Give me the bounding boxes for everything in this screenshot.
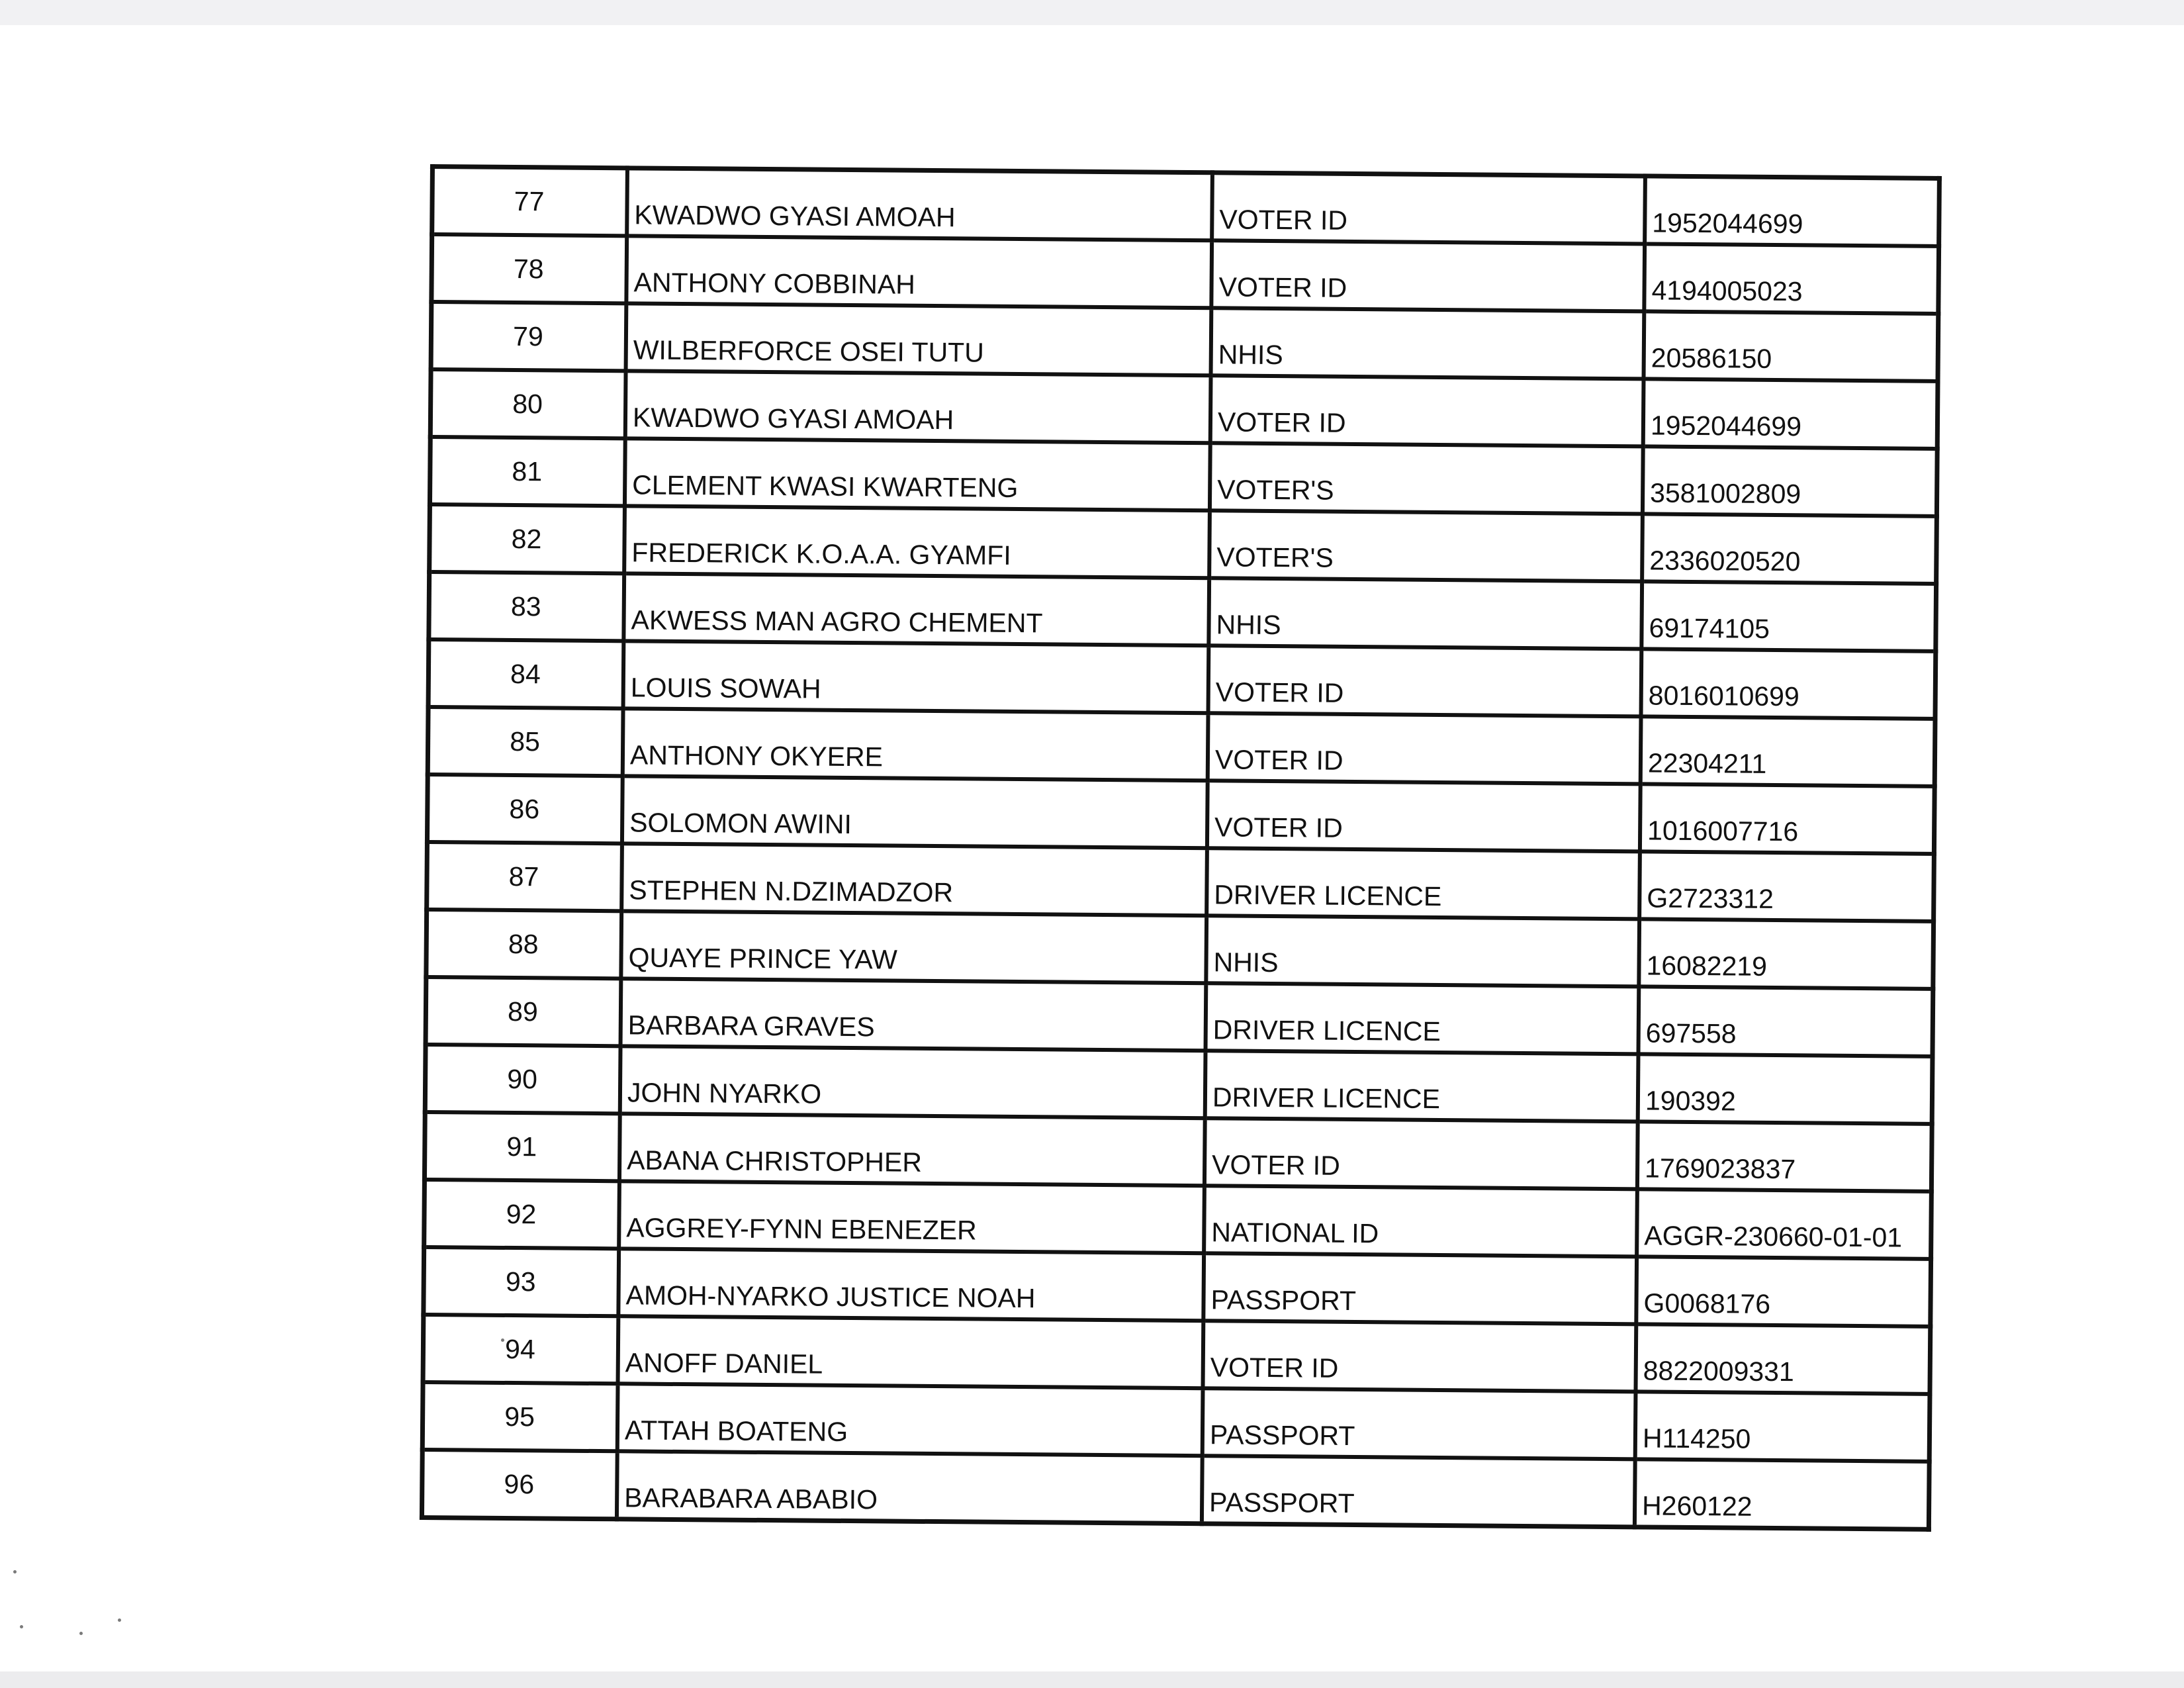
person-name: ANOFF DANIEL (618, 1316, 1204, 1388)
id-type: VOTER ID (1208, 713, 1641, 784)
person-name: FREDERICK K.O.A.A. GYAMFI (624, 506, 1210, 578)
person-name: ANTHONY COBBINAH (626, 236, 1212, 308)
table-row (423, 1315, 1931, 1394)
person-name: AKWESS MAN AGRO CHEMENT (623, 573, 1209, 645)
id-number: H114250 (1635, 1391, 1930, 1461)
id-number: 4194005023 (1644, 244, 1938, 313)
scan-speck (79, 1632, 83, 1635)
row-number: 79 (431, 302, 626, 371)
person-name: KWADWO GYASI AMOAH (627, 168, 1212, 240)
table-row (430, 369, 1938, 449)
id-type: NHIS (1208, 578, 1642, 649)
id-type: NHIS (1211, 308, 1645, 379)
id-type: VOTER ID (1208, 645, 1642, 716)
table-row (430, 504, 1937, 584)
table-row (426, 977, 1933, 1056)
person-name: LOUIS SOWAH (623, 641, 1209, 713)
person-name: STEPHEN N.DZIMADZOR (621, 843, 1207, 915)
row-number: 93 (424, 1247, 619, 1316)
id-type: VOTER'S (1209, 510, 1643, 581)
id-number: 1016007716 (1640, 784, 1934, 853)
row-number: 91 (424, 1112, 619, 1181)
id-type: PASSPORT (1203, 1253, 1637, 1324)
row-number: 95 (422, 1382, 617, 1451)
person-name: CLEMENT KWASI KWARTENG (625, 438, 1210, 510)
row-number: 94 (423, 1315, 618, 1383)
id-number: G2723312 (1639, 851, 1934, 921)
row-number: 96 (422, 1450, 617, 1519)
id-type: VOTER ID (1203, 1321, 1637, 1391)
person-name: QUAYE PRINCE YAW (621, 911, 1206, 983)
id-number: 16082219 (1639, 919, 1933, 988)
id-number: 8822009331 (1635, 1324, 1930, 1393)
table-row (431, 302, 1938, 381)
person-name: WILBERFORCE OSEI TUTU (626, 303, 1212, 375)
id-table-container (420, 164, 1919, 1532)
id-table-body (422, 167, 1939, 1530)
id-number: 1952044699 (1645, 176, 1939, 246)
table-row (432, 234, 1939, 314)
id-type: PASSPORT (1203, 1388, 1636, 1459)
row-number: 87 (427, 842, 622, 911)
id-number: AGGR-230660-01-01 (1637, 1189, 1931, 1258)
person-name: AGGREY-FYNN EBENEZER (619, 1181, 1205, 1253)
person-name: SOLOMON AWINI (622, 776, 1208, 848)
table-row (425, 1045, 1933, 1124)
table-row (428, 707, 1935, 786)
person-name: AMOH-NYARKO JUSTICE NOAH (618, 1248, 1204, 1321)
id-type: PASSPORT (1202, 1456, 1635, 1527)
id-table (420, 164, 1942, 1532)
id-type: NATIONAL ID (1204, 1186, 1637, 1256)
scan-speck (20, 1625, 23, 1628)
id-number: 190392 (1638, 1054, 1933, 1123)
id-number: 20586150 (1644, 311, 1938, 381)
table-row (429, 572, 1936, 651)
row-number: 82 (430, 504, 625, 573)
id-number: 1769023837 (1637, 1121, 1932, 1191)
table-row (427, 774, 1934, 854)
id-number: 2336020520 (1642, 514, 1936, 583)
row-number: 92 (424, 1180, 619, 1248)
id-type: VOTER ID (1211, 240, 1645, 311)
id-type: VOTER'S (1210, 443, 1643, 514)
scan-speck (13, 1570, 17, 1573)
table-row (424, 1180, 1932, 1259)
table-row (422, 1450, 1929, 1529)
id-type: DRIVER LICENCE (1205, 1051, 1639, 1121)
row-number: 77 (432, 167, 627, 236)
table-row (422, 1382, 1930, 1462)
id-number: 8016010699 (1641, 649, 1936, 718)
row-number: 84 (428, 639, 623, 708)
scan-speck (501, 1338, 504, 1342)
person-name: ABANA CHRISTOPHER (619, 1113, 1205, 1186)
person-name: BARABARA ABABIO (617, 1451, 1203, 1523)
id-number: 22304211 (1641, 716, 1935, 786)
person-name: BARBARA GRAVES (621, 978, 1206, 1051)
row-number: 90 (425, 1045, 620, 1113)
scan-speck (118, 1618, 121, 1622)
person-name: ATTAH BOATENG (617, 1383, 1203, 1456)
id-number: 1952044699 (1643, 379, 1938, 448)
person-name: KWADWO GYASI AMOAH (625, 371, 1211, 443)
scan-edge-bottom (0, 1671, 2184, 1688)
table-row (424, 1112, 1932, 1192)
id-type: VOTER ID (1205, 1118, 1638, 1189)
row-number: 80 (430, 369, 625, 438)
row-number: 88 (426, 910, 621, 978)
row-number: 78 (432, 234, 627, 303)
id-number: H260122 (1635, 1459, 1929, 1529)
table-row (426, 910, 1934, 989)
row-number: 83 (429, 572, 624, 641)
table-row (430, 437, 1937, 516)
person-name: JOHN NYARKO (620, 1046, 1206, 1118)
table-row (427, 842, 1934, 921)
id-type: VOTER ID (1210, 375, 1644, 446)
table-row (428, 639, 1936, 719)
scan-edge-top (0, 0, 2184, 25)
id-type: VOTER ID (1212, 173, 1645, 244)
id-type: DRIVER LICENCE (1206, 983, 1639, 1054)
id-number: G0068176 (1636, 1256, 1931, 1326)
row-number: 89 (426, 977, 621, 1046)
id-number: 697558 (1638, 986, 1933, 1056)
row-number: 86 (427, 774, 622, 843)
id-type: VOTER ID (1207, 780, 1641, 851)
id-type: DRIVER LICENCE (1206, 848, 1640, 919)
table-row (424, 1247, 1931, 1327)
id-number: 3581002809 (1643, 446, 1937, 516)
person-name: ANTHONY OKYERE (623, 708, 1208, 780)
table-row (432, 167, 1940, 246)
id-number: 69174105 (1641, 581, 1936, 651)
row-number: 85 (428, 707, 623, 776)
row-number: 81 (430, 437, 625, 506)
id-type: NHIS (1206, 915, 1639, 986)
